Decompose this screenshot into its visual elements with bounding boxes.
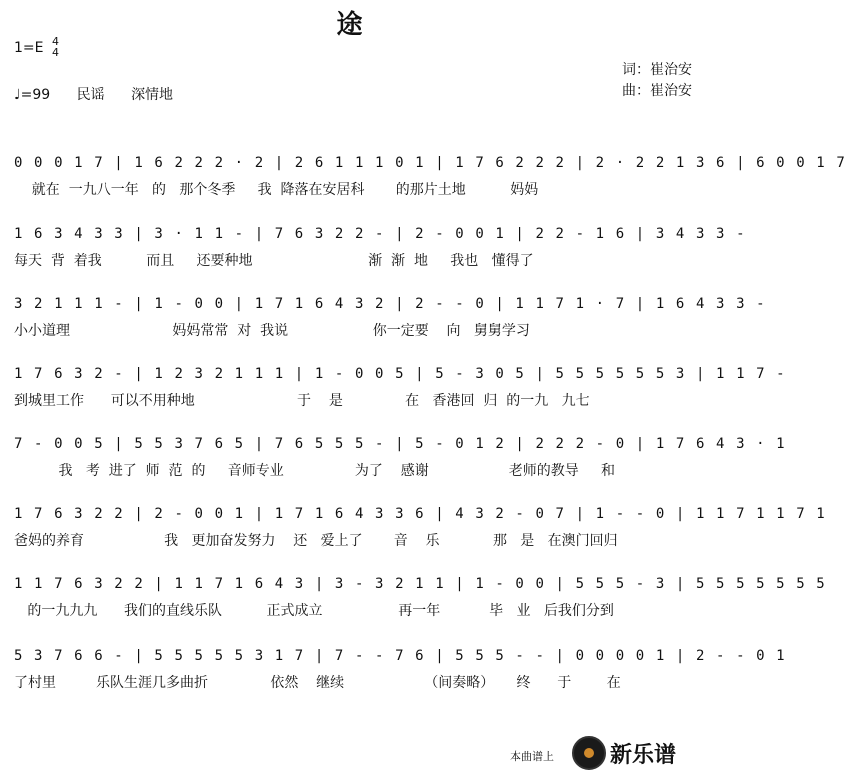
lyrics-line: 的一九九九 我们的直线乐队 正式成立 再一年 毕 业 后我们分到 [14,603,614,619]
song-title: 途 [336,10,364,40]
lyrics-line: 了村里 乐队生涯几多曲折 依然 继续 （间奏略） 终 于 在 [14,675,621,691]
notes-line: 3 2 1 1 1 - | 1 - 0 0 | 1 7 1 6 4 3 2 | 2 - - 0 | 1 1 7 1 · 7 | 1 6 4 3 3 - [14,296,767,312]
composer-credit: 曲：崔治安 [622,83,692,99]
lyrics-line: 每天 背 着我 而且 还要种地 渐 渐 地 我也 懂得了 [14,253,534,269]
time-signature [52,36,59,58]
notes-line: 1 1 7 6 3 2 2 | 1 1 7 1 6 4 3 | 3 - 3 2 1 1 | 1 - 0 0 | 5 5 5 - 3 | 5 5 5 5 5 5 5 [14,576,827,592]
tempo-bpm: ♩=99 [14,87,51,103]
notes-line: 0 0 0 1 7 | 1 6 2 2 2 · 2 | 2 6 1 1 1 0 1 | 1 7 6 2 2 2 | 2 · 2 2 1 3 6 | 6 0 0 1 7 [14,155,846,171]
brand-logo[interactable] [572,736,694,768]
time-signature-bottom: 4 [52,46,59,59]
notes-line: 5 3 7 6 6 - | 5 5 5 5 5 3 1 7 | 7 - - 7 6 | 5 5 5 - - | 0 0 0 0 1 | 2 - - 0 1 [14,648,787,664]
tempo-genre: 民谣 [76,87,105,103]
notes-line: 1 7 6 3 2 2 | 2 - 0 0 1 | 1 7 1 6 4 3 3 6 | 4 3 2 - 0 7 | 1 - - 0 | 1 1 7 1 1 7 1 [14,506,827,522]
lyrics-line: 到城里工作 可以不用种地 于 是 在 香港回 归 的一九 九七 [14,393,590,409]
lyrics-line: 小小道理 妈妈常常 对 我说 你一定要 向 舅舅学习 [14,323,530,339]
time-signature-top: 4 [52,35,59,48]
lyrics-line: 我 考 进了 师 范 的 音师专业 为了 感谢 老师的教导 和 [14,463,616,479]
tempo-expression: 深情地 [131,87,174,103]
tempo-line [14,84,195,104]
record-disc-icon [572,736,606,770]
key-signature: 1=E [14,40,44,56]
notes-line: 1 7 6 3 2 - | 1 2 3 2 1 1 1 | 1 - 0 0 5 | 5 - 3 0 5 | 5 5 5 5 5 5 3 | 1 1 7 - [14,366,787,382]
credits [622,60,692,102]
notes-line: 1 6 3 4 3 3 | 3 · 1 1 - | 7 6 3 2 2 - | 2 - 0 0 1 | 2 2 - 1 6 | 3 4 3 3 - [14,226,747,242]
lyrics-line: 就在 一九八一年 的 那个冬季 我 降落在安居科 的那片土地 妈妈 [14,182,539,198]
lyricist-credit: 词：崔治安 [622,62,692,78]
footer-note: 本曲谱上 [510,750,554,763]
notes-line: 7 - 0 0 5 | 5 5 3 7 6 5 | 7 6 5 5 5 - | 5 - 0 1 2 | 2 2 2 - 0 | 1 7 6 4 3 · 1 [14,436,787,452]
brand-name: 新乐谱 [610,743,677,768]
lyrics-line: 爸妈的养育 我 更加奋发努力 还 爱上了 音 乐 那 是 在澳门回归 [14,533,618,549]
